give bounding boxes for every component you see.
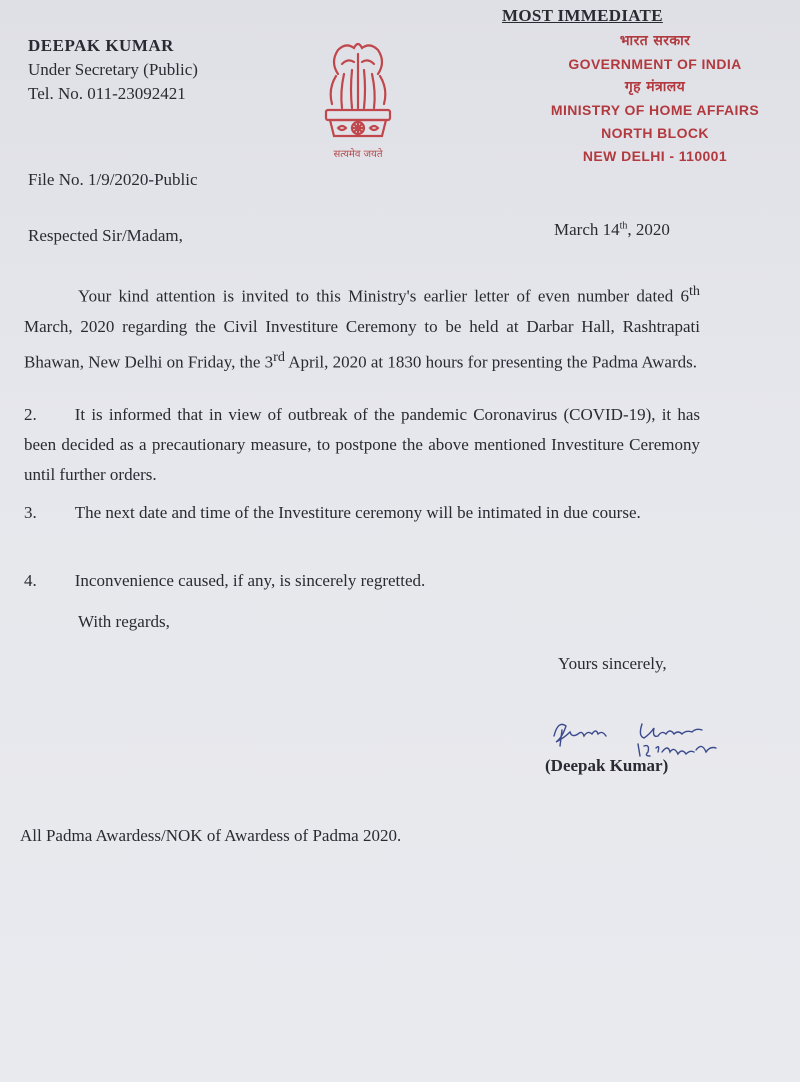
closing-line: Yours sincerely, — [558, 654, 667, 673]
sender-name: DEEPAK KUMAR — [28, 36, 174, 55]
paragraph-text: It is informed that in view of outbreak of the pandemic Coronavirus (COVID-19), it has been decided as a precautionary measure, to postpone the above mentioned Investiture Ceremony until further orders. — [24, 405, 700, 484]
emblem-motto: सत्यमेव जयते — [333, 149, 383, 160]
office-city: NEW DELHI - 110001 — [582, 148, 728, 164]
government-name: GOVERNMENT OF INDIA — [568, 56, 742, 72]
sender-block — [28, 34, 198, 106]
addressee-line: All Padma Awardess/NOK of Awardess of Padma 2020. — [20, 826, 402, 845]
government-hindi: भारत सरकार — [619, 33, 691, 49]
office-building: NORTH BLOCK — [601, 125, 709, 141]
urgency-label: MOST IMMEDIATE — [502, 6, 663, 25]
file-number: File No. 1/9/2020-Public — [28, 170, 198, 189]
regards-line: With regards, — [78, 612, 170, 631]
letter-date: March 14th, 2020 — [554, 220, 670, 239]
sender-designation: Under Secretary (Public) — [28, 60, 198, 79]
sender-phone: Tel. No. 011-23092421 — [28, 84, 186, 103]
paragraph-number: 4. — [24, 571, 37, 590]
ministry-hindi: गृह मंत्रालय — [624, 79, 686, 95]
paragraph-text: The next date and time of the Investiture ceremony will be intimated in due course. — [74, 503, 641, 522]
paragraph-4 — [24, 566, 700, 596]
paragraph-1: Your kind attention is invited to this Ministry's earlier letter of even number dated 6th March, 2020 regarding the Civil Investiture Ceremony to be held at Darbar Hall, Rashtrapati Bhawan, New Delhi on Friday, the 3rd April, 2020 at 1830 hours for presenting the Padma Awards. — [24, 283, 700, 372]
national-emblem-icon — [308, 34, 408, 164]
paragraph-text: Inconvenience caused, if any, is sincerely regretted. — [74, 571, 426, 590]
signatory-name: (Deepak Kumar) — [545, 756, 669, 775]
ministry-name: MINISTRY OF HOME AFFAIRS — [550, 102, 760, 118]
paragraph-number: 2. — [24, 405, 37, 424]
paragraph-number: 3. — [24, 503, 37, 522]
paragraph-3 — [24, 498, 700, 528]
office-block — [520, 30, 790, 168]
salutation: Respected Sir/Madam, — [28, 226, 183, 245]
paragraph-2 — [24, 400, 700, 490]
